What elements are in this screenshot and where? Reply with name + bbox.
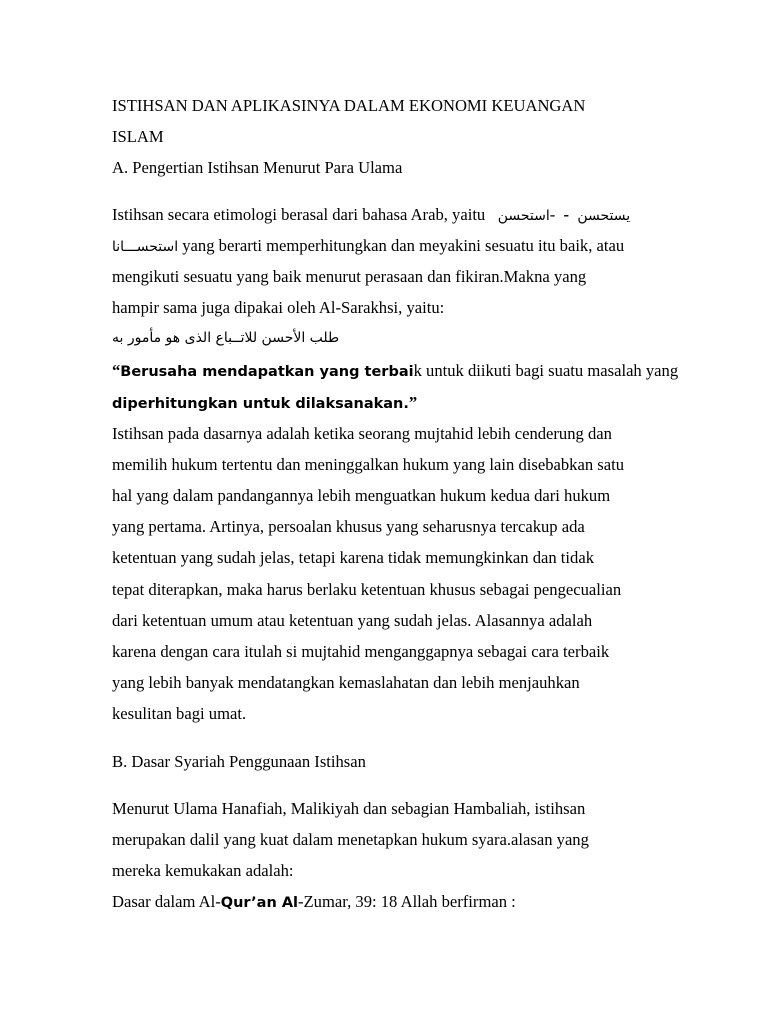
paragraph-spacer [112,777,672,793]
para2-line: hal yang dalam pandangannya lebih menguatkan hukum kedua dari hukum [112,486,611,506]
quote-bold-part-2: diperhitungkan untuk dilaksanakan. [112,395,409,412]
para1-line-3: mengikuti sesuatu yang baik menurut perasaan dan fikiran.Makna yang [112,266,587,286]
para2-line: yang pertama. Artinya, persoalan khusus yang seharusnya tercakup ada [112,517,585,537]
quote-bold-part-1: Berusaha mendapatkan yang terbai [120,364,414,381]
section-b-heading: B. Dasar Syariah Penggunaan Istihsan [112,751,366,771]
para2-line: kesulitan bagi umat. [112,704,247,724]
quote-open-mark: “ [112,361,121,381]
para2-line: dari ketentuan umum atau ketentuan yang sudah jelas. Alasannya adalah [112,610,593,630]
last-line-post: -Zumar, 39: 18 Allah berfirman : [298,892,516,912]
document-page [112,90,679,918]
para1-line-2 [112,230,672,261]
para3-line: mereka kemukakan adalah: [112,861,294,881]
para1-line-1 [112,199,672,230]
para2-line: yang lebih banyak mendatangkan kemaslahatan dan lebih menjauhkan [112,673,580,693]
separator: - [549,204,556,224]
para1-text: Istihsan secara etimologi berasal dari bahasa Arab, yaitu [112,204,486,224]
para2-line: ketentuan yang sudah jelas, tetapi karena tidak memungkinkan dan tidak [112,548,594,568]
last-line [112,886,672,917]
para3-line: Menurut Ulama Hanafiah, Malikiyah dan sebagian Hambaliah, istihsan [112,798,586,818]
paragraph-spacer [112,184,672,199]
document-title-line-2: ISLAM [112,127,164,147]
arabic-word-yastahsinu: يستحسن [577,207,631,224]
arabic-quote-line [112,323,672,351]
last-line-bold: Qur’an Al [220,895,299,912]
quote-rest-part-1: k untuk diikuti bagi suatu masalah yang [413,361,679,381]
separator-bold: - [563,204,570,224]
section-a-heading: A. Pengertian Istihsan Menurut Para Ulama [112,158,403,178]
quote-close-mark: ” [408,392,418,412]
arabic-word-istahsana: استحسن [497,207,550,224]
para1-line-4: hampir sama juga dipakai oleh Al-Sarakhsi, yaitu: [112,298,445,318]
quote-line-1 [112,355,679,386]
quote-line-2 [112,387,672,418]
para2-line: Istihsan pada dasarnya adalah ketika seorang mujtahid lebih cenderung dan [112,423,612,443]
last-line-pre: Dasar dalam Al- [112,892,221,912]
para1-line-2-text: yang berarti memperhitungkan dan meyakini sesuatu itu baik, atau [178,235,625,255]
arabic-quote: طلب الأحسن للاتــباع الذى هو مأمور به [112,330,340,347]
para3-line: merupakan dalil yang kuat dalam menetapkan hukum syara.alasan yang [112,829,589,849]
para2-line: memilih hukum tertentu dan meninggalkan hukum yang lain disebabkan satu [112,454,624,474]
paragraph-spacer [112,730,672,746]
arabic-word-istihsanan: استحســـانا [112,238,179,255]
para2-line: tepat diterapkan, maka harus berlaku ketentuan khusus sebagai pengecualian [112,579,622,599]
document-title-line-1: ISTIHSAN DAN APLIKASINYA DALAM EKONOMI KEUANGAN [112,96,586,115]
para2-line: karena dengan cara itulah si mujtahid menganggapnya sebagai cara terbaik [112,642,610,661]
